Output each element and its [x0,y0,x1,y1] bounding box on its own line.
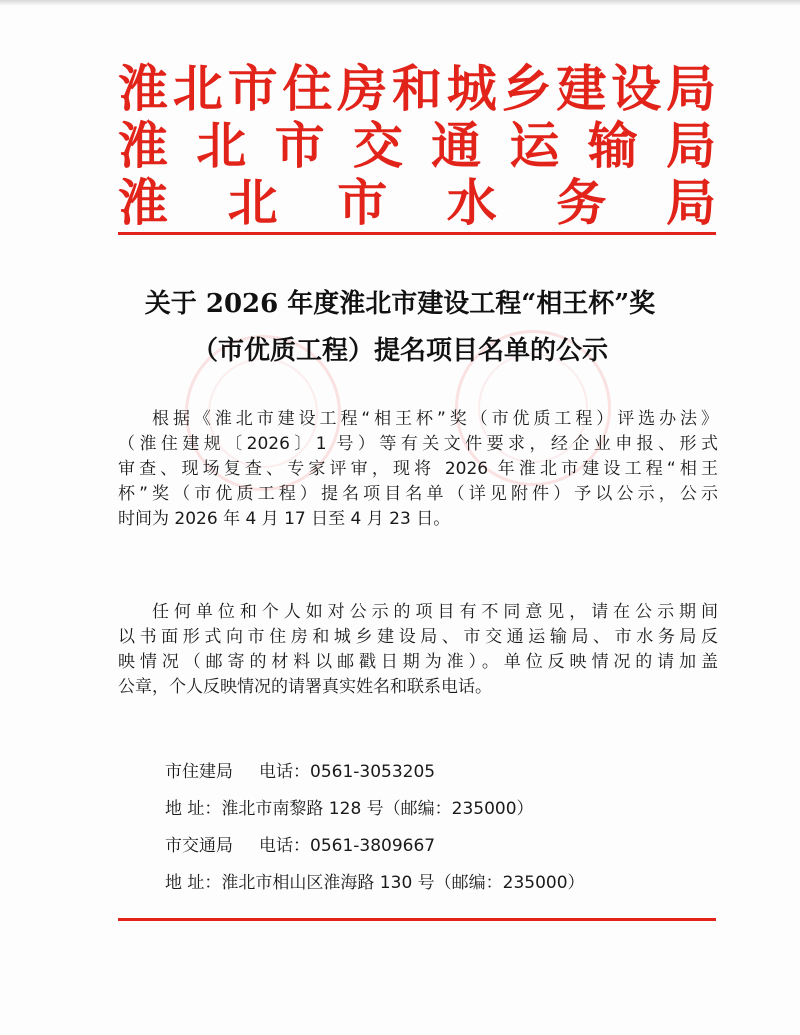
paragraph-line: （淮住建规〔2026〕1 号）等有关文件要求，经企业申报、形式 [118,434,718,454]
header-character: 局 [665,59,716,118]
contact-transport-address: 地 址：淮北市相山区淮海路 130 号（邮编：235000） [165,873,585,893]
header-character: 通 [431,116,482,175]
header-character: 北 [227,173,278,232]
header-character: 市 [274,116,325,175]
paragraph-line: 审查、现场复查、专家评审，现将 2026 年淮北市建设工程“相王 [118,459,718,479]
contact-housing-address: 地 址：淮北市南黎路 128 号（邮编：235000） [165,799,534,819]
contact-department: 市交通局 [165,836,233,856]
document-title-line-2: （市优质工程）提名项目名单的公示 [191,336,608,366]
header-line-water [118,174,716,231]
contact-housing-phone [165,757,435,787]
contact-transport-phone [165,831,435,861]
header-character: 乡 [501,59,552,118]
issuing-authorities-header [118,60,716,231]
header-character: 淮 [118,116,168,175]
header-character: 城 [446,59,497,118]
header-character: 北 [196,116,247,175]
contact-department: 市住建局 [165,762,233,782]
header-character: 设 [611,59,662,118]
paragraph-line: 杯”奖（市优质工程）提名项目名单（详见附件）予以公示，公示 [118,484,718,504]
body-paragraph-1 [118,404,718,529]
header-line-housing [118,60,716,117]
header-divider [118,232,716,235]
header-character: 市 [337,173,388,232]
header-character: 交 [352,116,403,175]
header-character: 淮 [118,59,168,118]
header-character: 局 [665,116,716,175]
paragraph-line: 任何单位和个人如对公示的项目有不同意见，请在公示期间 [152,602,718,622]
header-character: 务 [556,173,607,232]
header-character: 建 [556,59,607,118]
header-character: 房 [337,59,388,118]
scan-edge [0,0,800,6]
header-character: 局 [665,173,716,232]
paragraph-line: 时间为 2026 年 4 月 17 日至 4 月 23 日。 [118,509,451,529]
header-line-transport [118,117,716,174]
header-character: 住 [282,59,333,118]
document-title-line-1: 关于 2026 年度淮北市建设工程“相王杯”奖 [144,289,656,319]
header-character: 北 [172,59,223,118]
paragraph-line: 公章，个人反映情况的请署真实姓名和联系电话。 [118,677,492,697]
header-character: 淮 [118,173,168,232]
contact-phone: 电话：0561-3053205 [259,762,436,782]
footer-divider [118,918,716,921]
paragraph-line: 以书面形式向市住房和城乡建设局、市交通运输局、市水务局反 [118,627,718,647]
header-character: 输 [587,116,638,175]
contact-phone: 电话：0561-3809667 [259,836,436,856]
paragraph-line: 根据《淮北市建设工程“相王杯”奖（市优质工程）评选办法》 [152,409,718,429]
header-character: 市 [227,59,278,118]
body-paragraph-2 [118,597,718,697]
header-character: 运 [509,116,560,175]
paragraph-line: 映情况（邮寄的材料以邮戳日期为准）。单位反映情况的请加盖 [118,652,718,672]
header-character: 水 [446,173,497,232]
header-character: 和 [391,59,442,118]
